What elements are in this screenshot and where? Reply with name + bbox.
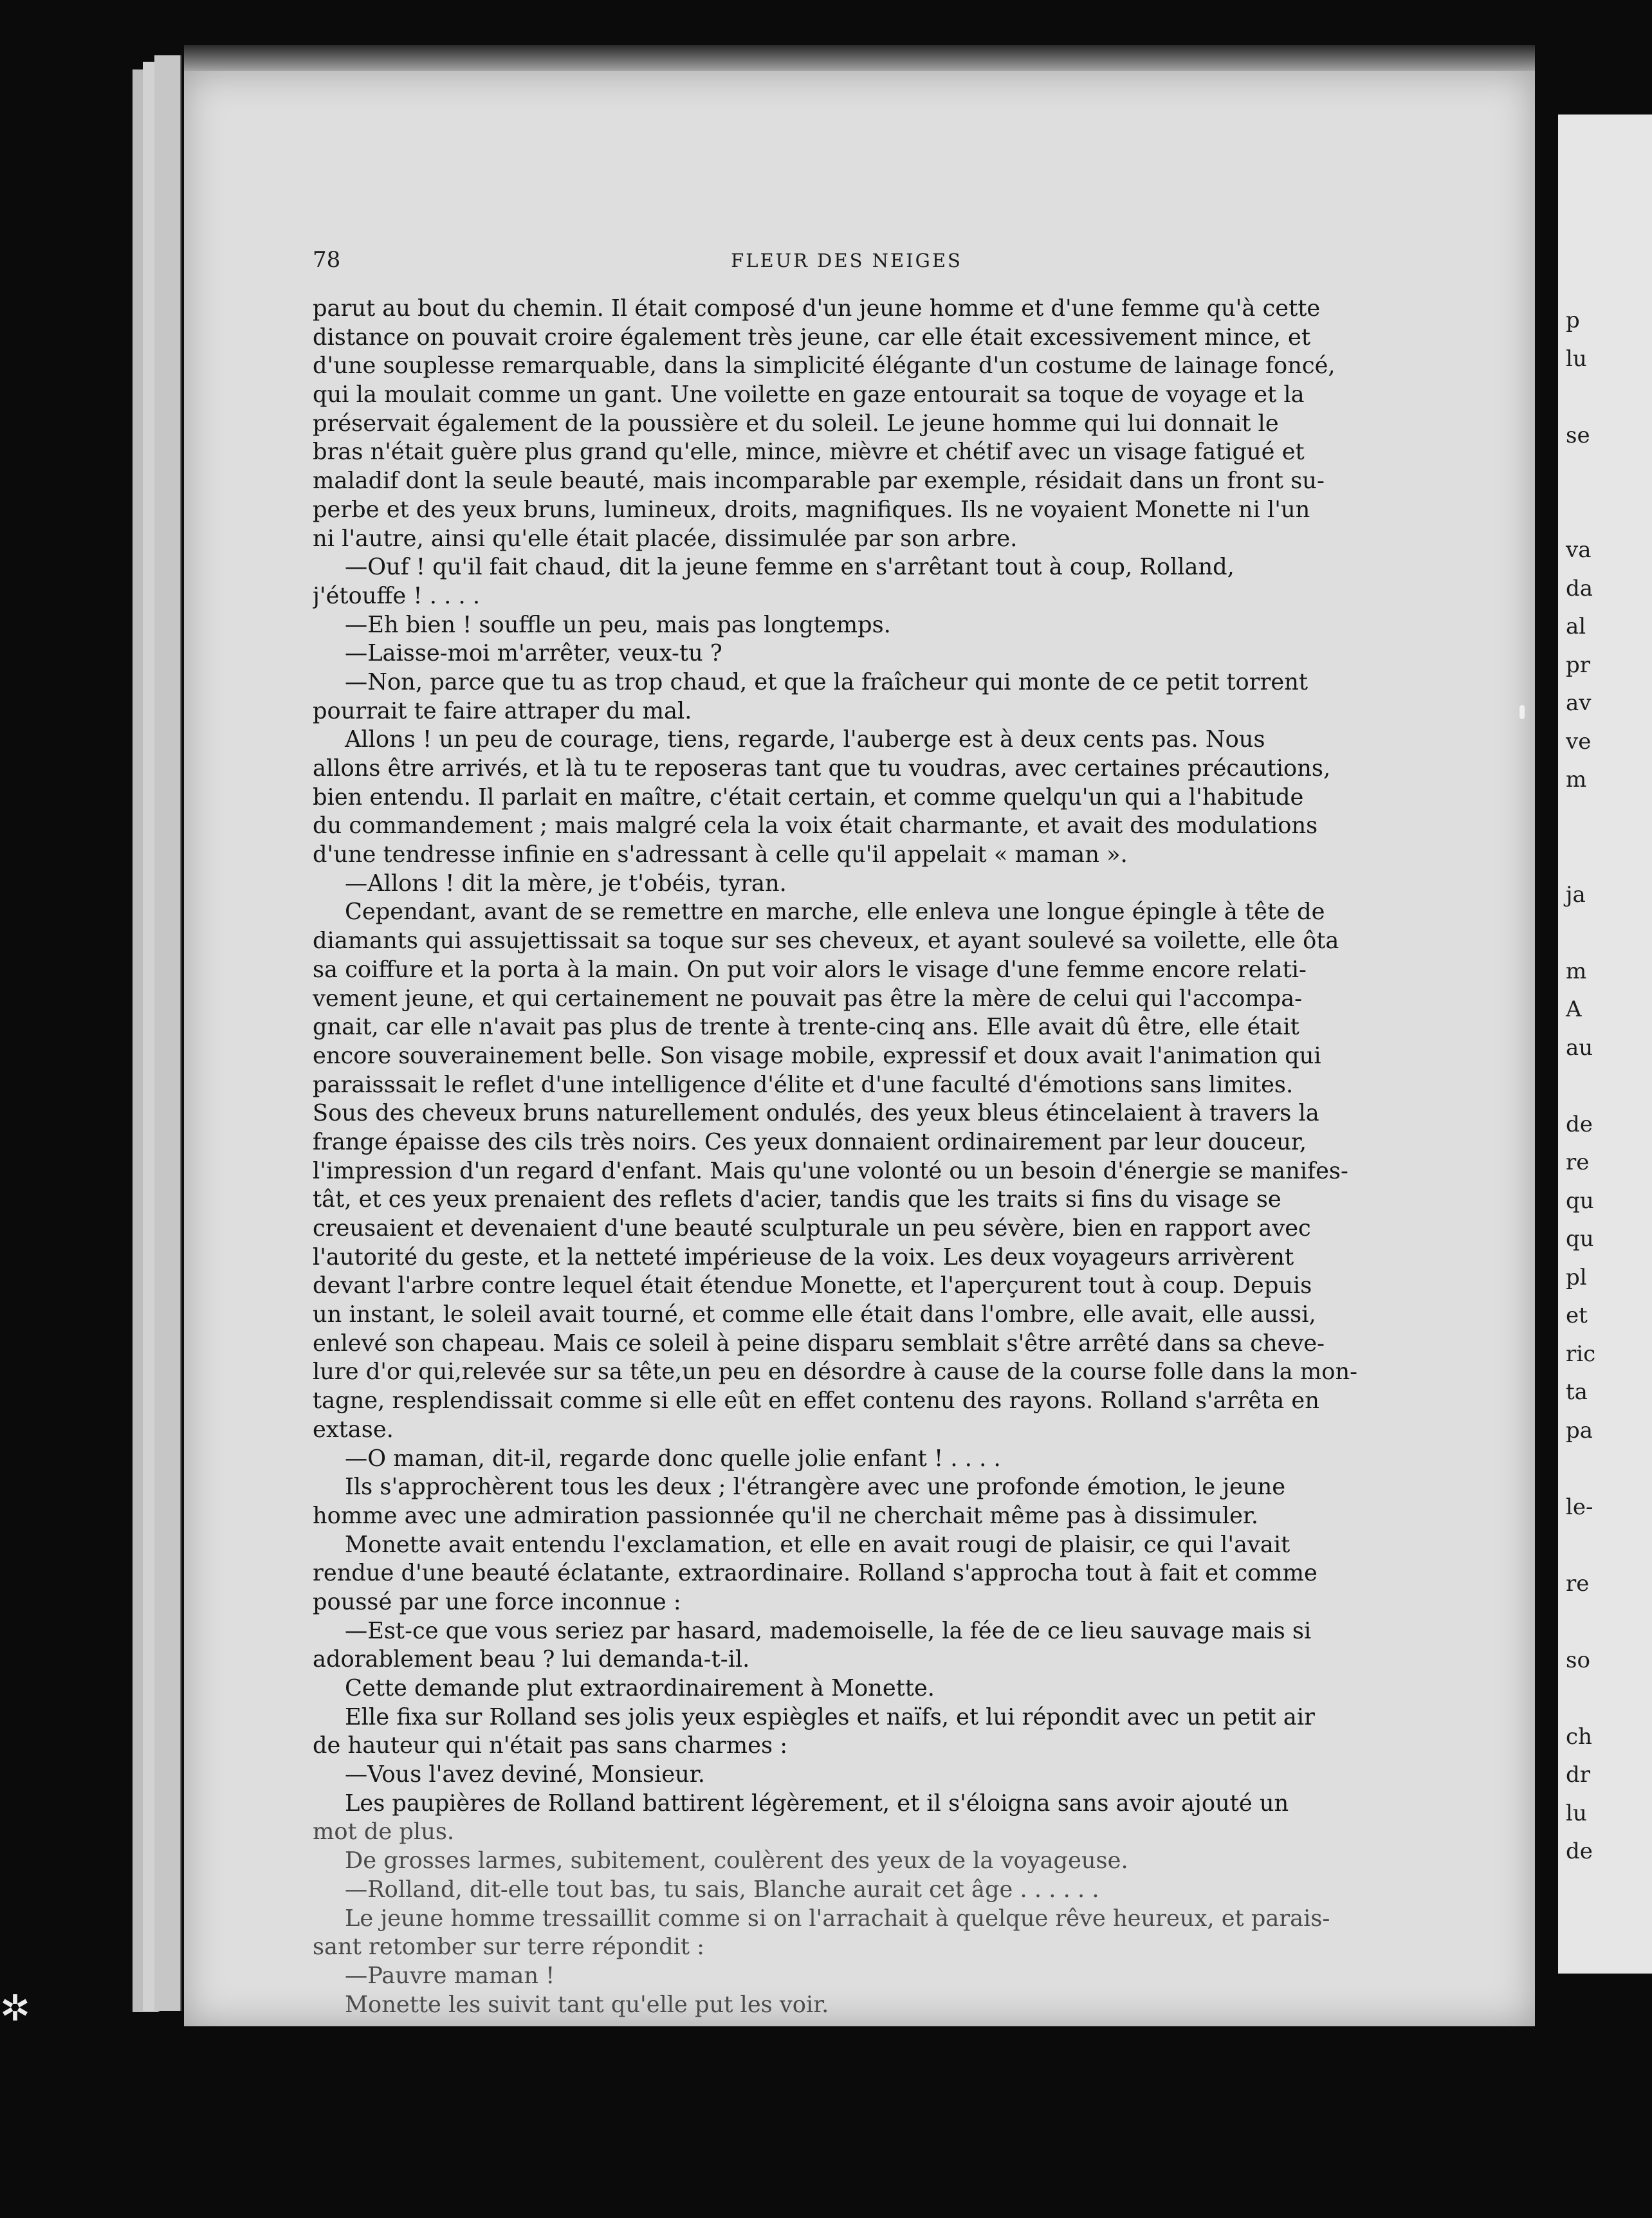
text-line: maladif dont la seule beauté, mais incomparable par exemple, résidait dans un front su- (313, 468, 1325, 495)
text-line: —Vous l'avez deviné, Monsieur. (345, 1761, 705, 1788)
scan-blemish: ✲ (0, 1988, 30, 2030)
page-edge (154, 55, 181, 2011)
text-line: extase. (313, 1416, 394, 1443)
text-line: tagne, resplendissait comme si elle eût en effet contenu des rayons. Rolland s'arrêta en (313, 1388, 1319, 1415)
text-line: adorablement beau ? lui demanda-t-il. (313, 1646, 750, 1673)
text-line: Elle fixa sur Rolland ses jolis yeux espiègles et naïfs, et lui répondit avec un petit air (345, 1703, 1315, 1730)
next-page-fragment: av (1566, 690, 1592, 716)
text-line: —Est-ce que vous seriez par hasard, mademoiselle, la fée de ce lieu sauvage mais si (345, 1617, 1312, 1644)
next-page-fragment: ta (1566, 1379, 1588, 1405)
next-page-fragment: m (1566, 958, 1587, 984)
text-line: allons être arrivés, et là tu te reposeras tant que tu voudras, avec certaines précautions, (313, 755, 1331, 782)
text-line: homme avec une admiration passionnée qu'il ne cherchait même pas à dissimuler. (313, 1502, 1259, 1529)
text-line: —Ouf ! qu'il fait chaud, dit la jeune femme en s'arrêtant tout à coup, Rolland, (345, 554, 1234, 581)
text-line: enlevé son chapeau. Mais ce soleil à peine disparu semblait s'être arrêté dans sa cheve- (313, 1330, 1325, 1357)
text-line: sant retomber sur terre répondit : (313, 1934, 705, 1961)
page-number: 78 (313, 247, 341, 273)
next-page-fragment: pr (1566, 652, 1591, 678)
text-line: bras n'était guère plus grand qu'elle, mince, mièvre et chétif avec un visage fatigué et (313, 439, 1305, 466)
text-line: distance on pouvait croire également très jeune, car elle était excessivement mince, et (313, 324, 1310, 351)
next-page-fragment: au (1566, 1034, 1593, 1061)
next-page-strip (1558, 115, 1652, 1974)
text-line: Cependant, avant de se remettre en marche, elle enleva une longue épingle à tête de (345, 899, 1325, 926)
text-line: d'une souplesse remarquable, dans la simplicité élégante d'un costume de lainage foncé, (313, 353, 1335, 380)
text-line: De grosses larmes, subitement, coulèrent des yeux de la voyageuse. (345, 1847, 1128, 1874)
text-line: —Allons ! dit la mère, je t'obéis, tyran. (345, 870, 787, 897)
next-page-fragment: pa (1566, 1417, 1593, 1444)
text-line: encore souverainement belle. Son visage mobile, expressif et doux avait l'animation qui (313, 1042, 1321, 1069)
text-line: —Laisse-moi m'arrêter, veux-tu ? (345, 640, 722, 667)
text-line: devant l'arbre contre lequel était étendue Monette, et l'aperçurent tout à coup. Depuis (313, 1272, 1312, 1299)
text-line: l'autorité du geste, et la netteté impérieuse de la voix. Les deux voyageurs arrivèrent (313, 1243, 1294, 1270)
text-line: Le jeune homme tressaillit comme si on l'arrachait à quelque rêve heureux, et parais- (345, 1905, 1330, 1932)
text-line: Cette demande plut extraordinairement à Monette. (345, 1675, 935, 1701)
body-text (313, 295, 1381, 2019)
text-line: gnait, car elle n'avait pas plus de trente à trente-cinq ans. Elle avait dû être, elle était (313, 1014, 1299, 1041)
text-line: —O maman, dit-il, regarde donc quelle jolie enfant ! . . . . (345, 1445, 1001, 1472)
text-line: creusaient et devenaient d'une beauté sculpturale un peu sévère, bien en rapport avec (313, 1215, 1311, 1242)
text-line: paraisssait le reflet d'une intelligence d'élite et d'une faculté d'émotions sans limites. (313, 1071, 1294, 1098)
text-line: diamants qui assujettissait sa toque sur ses cheveux, et ayant soulevé sa voilette, elle ôta (313, 928, 1339, 955)
next-page-fragment: ch (1566, 1723, 1592, 1750)
next-page-fragment: da (1566, 575, 1593, 601)
page-header (313, 247, 1381, 279)
next-page-fragment: m (1566, 767, 1587, 793)
text-line: bien entendu. Il parlait en maître, c'était certain, et comme quelqu'un qui a l'habitude (313, 784, 1304, 811)
text-line: préservait également de la poussière et du soleil. Le jeune homme qui lui donnait le (313, 410, 1279, 437)
next-page-fragment: ja (1566, 881, 1586, 908)
text-line: ni l'autre, ainsi qu'elle était placée, dissimulée par son arbre. (313, 525, 1018, 552)
next-page-fragment: de (1566, 1838, 1593, 1864)
text-line: pourrait te faire attraper du mal. (313, 697, 692, 724)
text-line: Allons ! un peu de courage, tiens, regarde, l'auberge est à deux cents pas. Nous (345, 726, 1265, 753)
running-title: FLEUR DES NEIGES (731, 250, 962, 271)
next-page-fragment: A (1566, 996, 1582, 1022)
text-line: tât, et ces yeux prenaient des reflets d'acier, tandis que les traits si fins du visage se (313, 1186, 1281, 1213)
next-page-fragment: p (1566, 307, 1580, 333)
text-line: du commandement ; mais malgré cela la voix était charmante, et avait des modulations (313, 812, 1318, 839)
text-line: Sous des cheveux bruns naturellement ondulés, des yeux bleus étincelaient à travers la (313, 1100, 1319, 1127)
text-line: Monette les suivit tant qu'elle put les voir. (345, 1991, 829, 2018)
next-page-fragment: re (1566, 1150, 1590, 1175)
next-page-fragment: lu (1566, 1800, 1587, 1826)
next-page-fragment: qu (1566, 1226, 1594, 1252)
next-page-fragment: pl (1566, 1264, 1587, 1290)
text-line: d'une tendresse infinie en s'adressant à celle qu'il appelait « maman ». (313, 841, 1128, 868)
text-line: frange épaisse des cils très noirs. Ces yeux donnaient ordinairement par leur douceur, (313, 1128, 1307, 1155)
text-line: j'étouffe ! . . . . (313, 582, 481, 609)
next-page-fragment: so (1566, 1647, 1590, 1673)
next-page-fragment: lu (1566, 345, 1587, 372)
text-line: mot de plus. (313, 1819, 455, 1846)
next-page-fragment: se (1566, 422, 1590, 448)
text-line: sa coiffure et la porta à la main. On put voir alors le visage d'une femme encore relati- (313, 956, 1307, 983)
text-line: vement jeune, et qui certainement ne pouvait pas être la mère de celui qui l'accompa- (313, 985, 1303, 1012)
text-line: —Pauvre maman ! (345, 1962, 555, 1989)
text-line: parut au bout du chemin. Il était composé d'un jeune homme et d'une femme qu'à cette (313, 295, 1321, 322)
next-page-fragment: ric (1566, 1341, 1596, 1367)
text-line: —Rolland, dit-elle tout bas, tu sais, Blanche aurait cet âge . . . . . . (345, 1876, 1099, 1903)
text-line: poussé par une force inconnue : (313, 1588, 681, 1615)
next-page-fragment: ve (1566, 728, 1592, 755)
next-page-fragment: al (1566, 614, 1586, 639)
text-line: l'impression d'un regard d'enfant. Mais qu'une volonté ou un besoin d'énergie se manifes- (313, 1157, 1348, 1184)
text-line: —Eh bien ! souffle un peu, mais pas longtemps. (345, 611, 891, 638)
text-line: —Non, parce que tu as trop chaud, et que la fraîcheur qui monte de ce petit torrent (345, 668, 1308, 695)
next-page-fragment: et (1566, 1303, 1588, 1328)
next-page-fragment: re (1566, 1570, 1590, 1597)
next-page-fragment: de (1566, 1111, 1593, 1137)
text-line: Les paupières de Rolland battirent légèrement, et il s'éloigna sans avoir ajouté un (345, 1790, 1289, 1817)
text-line: Ils s'approchèrent tous les deux ; l'étrangère avec une profonde émotion, le jeune (345, 1474, 1286, 1501)
text-line: Monette avait entendu l'exclamation, et elle en avait rougi de plaisir, ce qui l'avait (345, 1531, 1290, 1558)
next-page-fragment: qu (1566, 1187, 1594, 1214)
text-line: un instant, le soleil avait tourné, et comme elle était dans l'ombre, elle avait, elle aussi, (313, 1301, 1316, 1328)
text-line: perbe et des yeux bruns, lumineux, droits, magnifiques. Ils ne voyaient Monette ni l'un (313, 496, 1310, 523)
text-line: de hauteur qui n'était pas sans charmes : (313, 1732, 788, 1759)
text-line: qui la moulait comme un gant. Une voilette en gaze entourait sa toque de voyage et la (313, 381, 1305, 408)
text-line: rendue d'une beauté éclatante, extraordinaire. Rolland s'approcha tout à fait et comme (313, 1560, 1317, 1587)
next-page-fragment: le- (1566, 1494, 1593, 1520)
text-line: lure d'or qui,relevée sur sa tête,un peu en désordre à cause de la course folle dans la mon- (313, 1359, 1358, 1386)
next-page-fragment: va (1566, 537, 1592, 563)
spine-mark (1519, 705, 1525, 719)
next-page-fragment: dr (1566, 1762, 1591, 1788)
